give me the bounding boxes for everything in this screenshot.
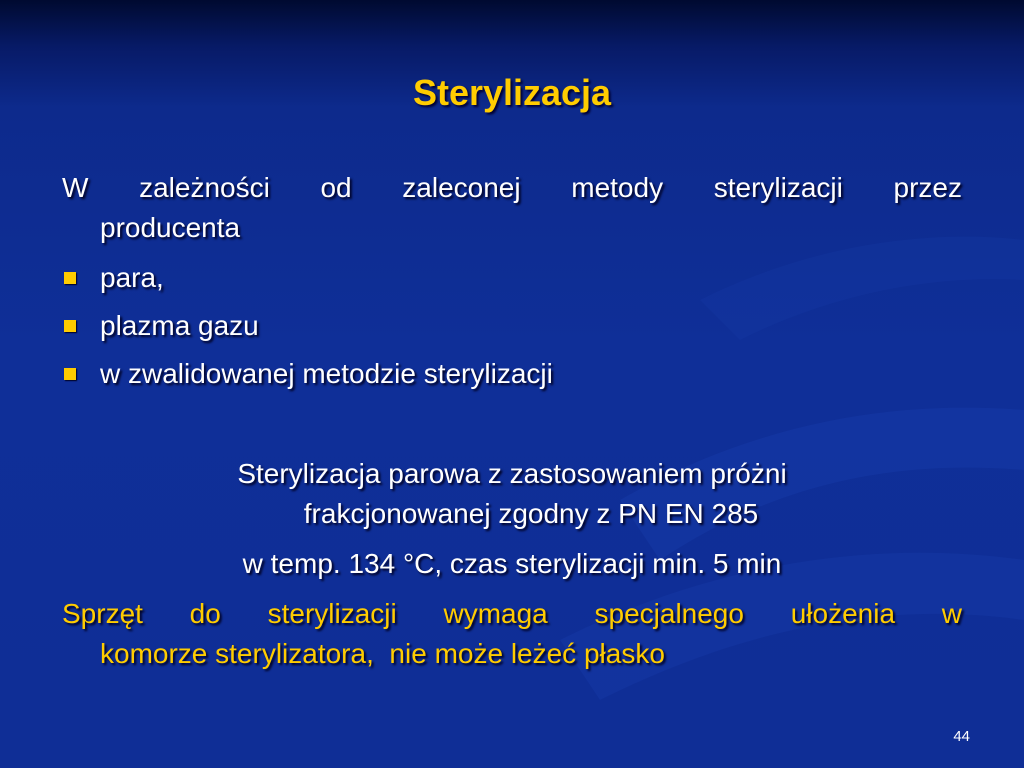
intro-text-line-2: producenta xyxy=(100,212,241,243)
warning-line-1: Sprzęt do sterylizacji wymaga specjalnego ułożenia w xyxy=(62,598,962,629)
bullet-text: para, xyxy=(100,262,164,293)
steam-note-line-1: Sterylizacja parowa z zastosowaniem próżni xyxy=(237,458,787,489)
page-number: 44 xyxy=(953,728,970,745)
intro-text-line-1: W zależności od zaleconej metody sterylizacji przez xyxy=(62,172,962,203)
steam-note-line-2: frakcjonowanej zgodny z PN EN 285 xyxy=(303,498,759,529)
warning-line-2: komorze sterylizatora, nie może leżeć płasko xyxy=(100,638,665,669)
bullet-text: plazma gazu xyxy=(100,310,259,341)
steam-note-line-3: w temp. 134 °C, czas sterylizacji min. 5 min xyxy=(242,548,782,579)
square-bullet-icon xyxy=(64,320,76,332)
bullet-text: w zwalidowanej metodzie sterylizacji xyxy=(100,358,553,389)
square-bullet-icon xyxy=(64,368,76,380)
square-bullet-icon xyxy=(64,272,76,284)
slide-title: Sterylizacja xyxy=(412,72,612,113)
